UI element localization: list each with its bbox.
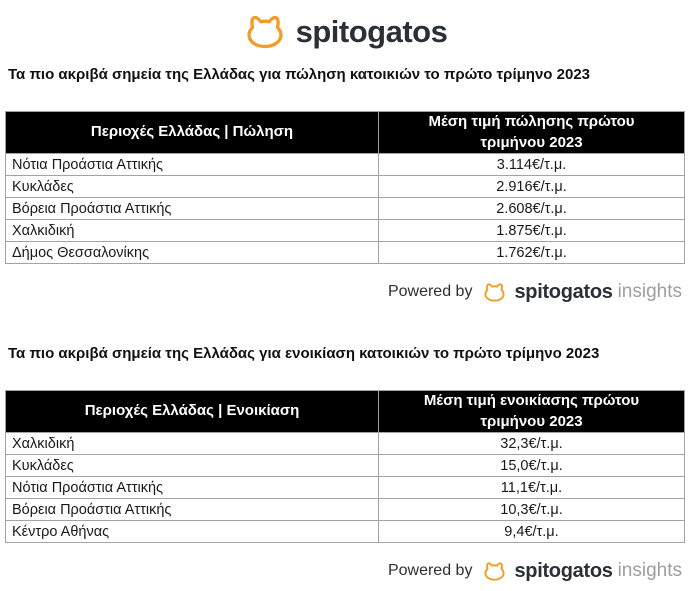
sales-table	[5, 111, 685, 264]
table-row	[6, 477, 685, 499]
price-cell: 3.114€/τ.μ.	[379, 154, 685, 176]
area-cell: Νότια Προάστια Αττικής	[6, 477, 379, 499]
header-cell-areas: Περιοχές Ελλάδας | Ενοικίαση	[6, 391, 379, 433]
rent-title: Τα πιο ακριβά σημεία της Ελλάδας για ενοικίαση κατοικιών το πρώτο τρίμηνο 2023	[8, 345, 600, 362]
table-row	[6, 433, 685, 455]
powered-brand-wordmark: spitogatos	[514, 559, 613, 582]
area-cell: Κυκλάδες	[6, 176, 379, 198]
price-cell: 11,1€/τ.μ.	[379, 477, 685, 499]
powered-by	[0, 279, 682, 305]
price-cell: 10,3€/τ.μ.	[379, 499, 685, 521]
header-cell-areas: Περιοχές Ελλάδας | Πώληση	[6, 112, 379, 154]
table-row	[6, 154, 685, 176]
cat-icon	[482, 561, 507, 582]
area-cell: Βόρεια Προάστια Αττικής	[6, 198, 379, 220]
brand-wordmark: spitogatos	[295, 14, 448, 49]
price-cell: 2.916€/τ.μ.	[379, 176, 685, 198]
area-cell: Κέντρο Αθήνας	[6, 521, 379, 543]
powered-by-text: Powered by	[387, 562, 473, 579]
price-cell: 32,3€/τ.μ.	[379, 433, 685, 455]
table-row	[6, 521, 685, 543]
price-cell: 9,4€/τ.μ.	[379, 521, 685, 543]
sales-section	[0, 66, 690, 305]
price-cell: 1.875€/τ.μ.	[379, 220, 685, 242]
area-cell: Κυκλάδες	[6, 455, 379, 477]
area-cell: Χαλκιδική	[6, 433, 379, 455]
cat-icon	[482, 282, 507, 303]
price-cell: 15,0€/τ.μ.	[379, 455, 685, 477]
price-cell: 1.762€/τ.μ.	[379, 242, 685, 264]
area-cell: Νότια Προάστια Αττικής	[6, 154, 379, 176]
table-row	[6, 198, 685, 220]
powered-insights-label: insights	[617, 281, 682, 302]
rent-table	[5, 390, 685, 543]
area-cell: Δήμος Θεσσαλονίκης	[6, 242, 379, 264]
header-cell-price: Μέση τιμή πώλησης πρώτου τριμήνου 2023	[379, 112, 685, 154]
table-row	[6, 455, 685, 477]
area-cell: Βόρεια Προάστια Αττικής	[6, 499, 379, 521]
powered-brand-wordmark: spitogatos	[514, 280, 613, 303]
table-header-row	[6, 391, 685, 433]
powered-insights-label: insights	[617, 560, 682, 581]
table-row	[6, 176, 685, 198]
powered-by	[0, 558, 682, 584]
area-cell: Χαλκιδική	[6, 220, 379, 242]
rent-section	[0, 345, 690, 584]
table-row	[6, 499, 685, 521]
sales-title: Τα πιο ακριβά σημεία της Ελλάδας για πώληση κατοικιών το πρώτο τρίμηνο 2023	[8, 66, 591, 83]
table-row	[6, 242, 685, 264]
table-row	[6, 220, 685, 242]
cat-icon	[243, 14, 287, 50]
table-header-row	[6, 112, 685, 154]
spitogatos-logo	[0, 0, 690, 52]
powered-by-text: Powered by	[387, 283, 473, 300]
header-cell-price: Μέση τιμή ενοικίασης πρώτου τριμήνου 2023	[379, 391, 685, 433]
price-cell: 2.608€/τ.μ.	[379, 198, 685, 220]
